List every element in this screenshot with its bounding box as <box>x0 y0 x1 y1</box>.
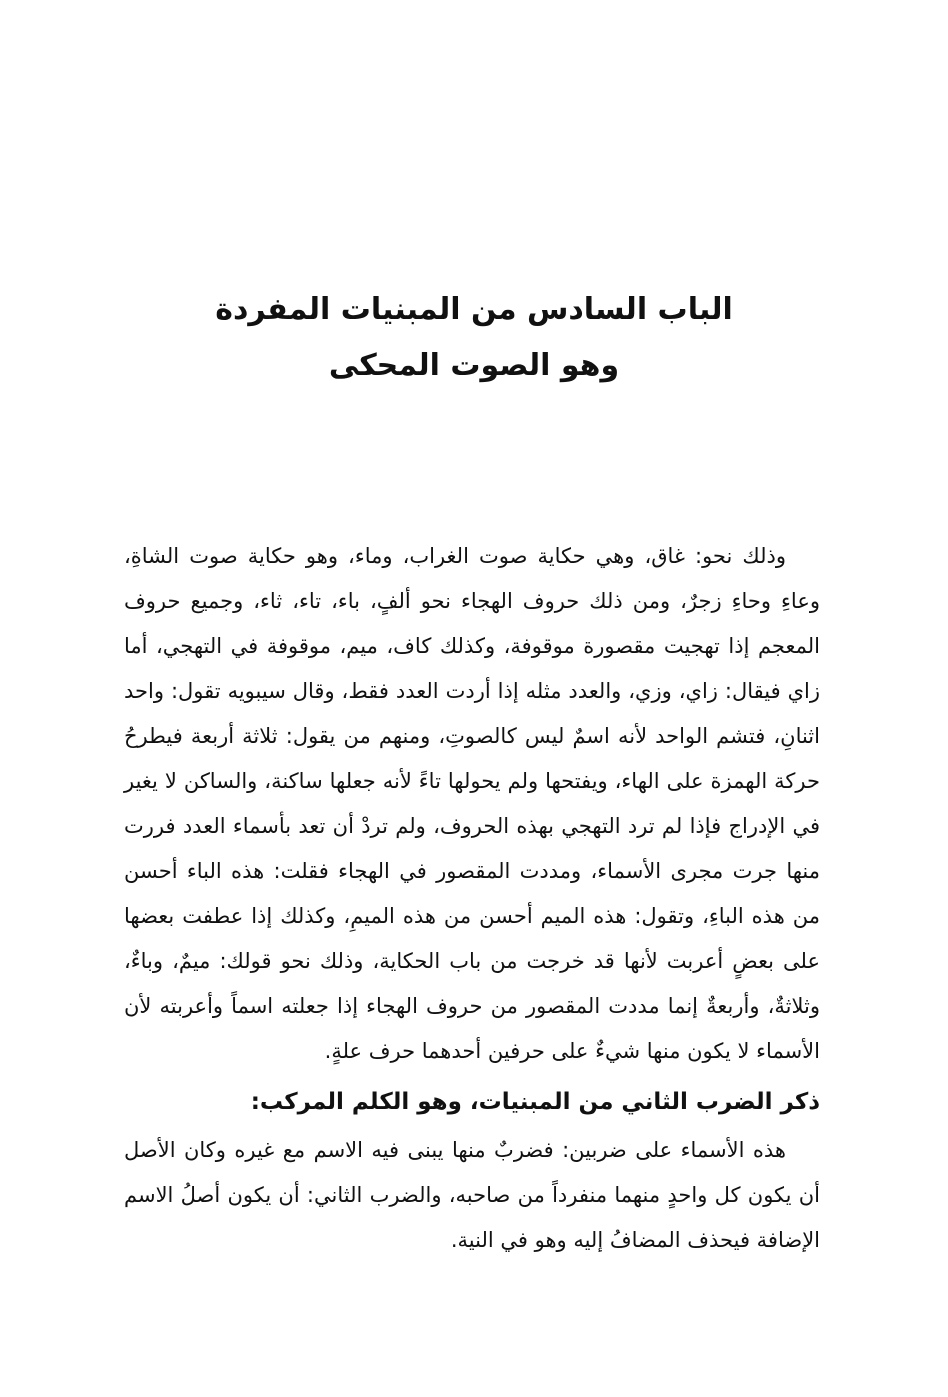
body-text <box>124 534 820 1263</box>
chapter-title-line-1: الباب السادس من المبنيات المفردة <box>215 292 733 327</box>
section-paragraph: هذه الأسماء على ضربين: فضربٌ منها يبنى فيه الاسم مع غيره وكان الأصل أن يكون كل واحدٍ منهما منفرداً من صاحبه، والضرب الثاني: أن يكون أصلُ الاسم الإضافة فيحذف المضافُ إليه وهو في النية. <box>124 1138 820 1252</box>
chapter-title-line-2: وهو الصوت المحكى <box>328 348 620 383</box>
body-paragraph: وذلك نحو: غاق، وهي حكاية صوت الغراب، وماء، وهو حكاية صوت الشاةِ، وعاءِ وحاءِ زجرٌ، ومن ذلك حروف الهجاء نحو ألفٍ، باء، تاء، ثاء، وجميع حروف المعجم إذا تهجيت مقصورة موقوفة، وكذلك كاف، ميم، موقوفة في التهجي، أما زاي فيقال: زاي، وزي، والعدد مثله إذا أردت العدد فقط، وقال سيبويه تقول: واحد اثنانِ، فتشم الواحد لأنه اسمٌ ليس كالصوتِ، ومنهم من يقول: ثلاثة أربعة فيطرحُ حركة الهمزة على الهاء، ويفتحها ولم يحولها تاءً لأنه جعلها ساكنة، والساكن لا يغير في الإدراج فإذا لم ترد التهجي بهذه الحروف، ولم تردْ أن تعد بأسماء العدد فررت منها جرت مجرى الأسماء، ومددت المقصور في الهجاء فقلت: هذه الباء أحسن من هذه الباءِ، وتقول: هذه الميم أحسن من هذه الميمِ، وكذلك إذا عطفت بعضها على بعضٍ أعربت لأنها قد خرجت من باب الحكاية، وذلك نحو قولك: ميمٌ، وباءٌ، وثلاثةٌ، وأربعةٌ إنما مددت المقصور من حروف الهجاء إذا جعلته اسماً وأعربته لأن الأسماء لا يكون منها شيءٌ على حرفين أحدهما حرف علةٍ. <box>124 544 820 1063</box>
chapter-title <box>130 282 818 394</box>
section-heading: ذكر الضرب الثاني من المبنيات، وهو الكلم المركب: <box>250 1089 820 1115</box>
